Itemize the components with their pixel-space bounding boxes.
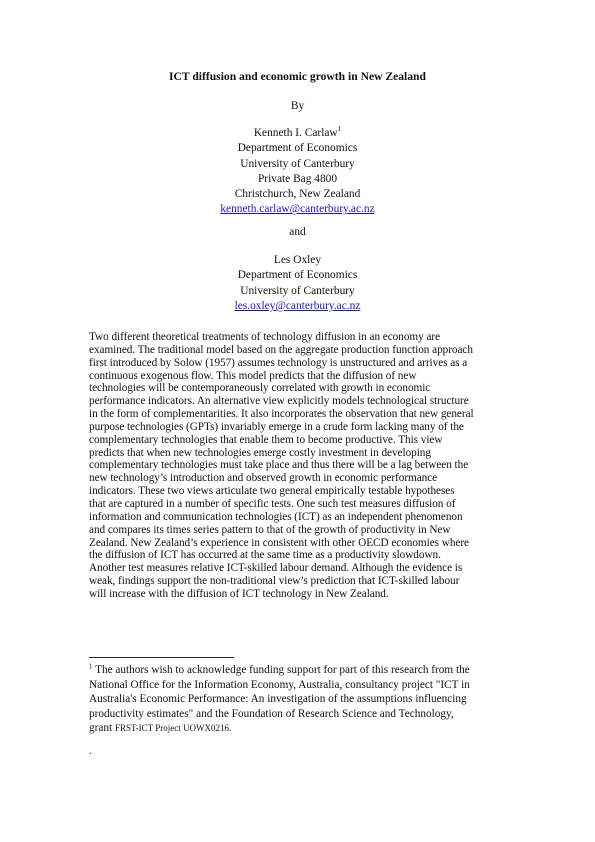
abstract-line: predicts that when new technologies emerge costly investment in developing — [89, 446, 431, 459]
abstract-line: information and communication technologies (ICT) as an independent phenomenon — [89, 510, 463, 523]
footnote-line: $^1$ The authors wish to acknowledge funding support for part of this research from the — [89, 662, 470, 676]
author-name-line — [0, 126, 595, 141]
abstract-line: Another test measures relative ICT-skilled labour demand. Although the evidence is — [89, 562, 463, 575]
author-email-link[interactable]: les.oxley@canterbury.ac.nz — [234, 299, 361, 312]
abstract-line: the diffusion of ICT has occurred at the same time as a productivity slowdown. — [89, 549, 441, 562]
author-name: Les Oxley — [273, 254, 322, 266]
footnote-line: National Office for the Information Economy, Australia, consultancy project "ICT in — [89, 678, 470, 691]
author-address-line: Private Bag 4800 — [257, 172, 338, 185]
abstract-line: that are captured in a number of specific tests. One such test measures diffusion of — [89, 497, 456, 510]
trailing-dot: . — [89, 746, 92, 757]
and-separator: and — [289, 226, 306, 238]
footnote — [89, 663, 509, 736]
author-block-oxley — [0, 253, 595, 314]
author-name: Kenneth I. Carlaw — [253, 127, 338, 139]
footnote-line: Australia's Economic Performance: An investigation of the assumptions influencing — [89, 693, 467, 706]
footnote-divider — [89, 657, 234, 658]
abstract-line: purpose technologies (GPTs) invariably emerge in a crude form lacking many of the — [89, 420, 464, 433]
author-city: Christchurch, New Zealand — [234, 188, 361, 201]
abstract-paragraph — [89, 331, 507, 601]
abstract-line: weak, findings support the non-traditional view’s prediction that ICT-skilled labour — [89, 575, 460, 588]
author-block-carlaw — [0, 126, 595, 218]
abstract-line: indicators. These two views articulate two general empirically testable hypotheses — [89, 485, 455, 498]
abstract-line: complementary technologies must take place and thus there will be a lag between the — [89, 459, 469, 472]
footnote-line: grant FRST-ICT Project UOWX0216. — [89, 722, 232, 735]
author-university: University of Canterbury — [240, 284, 355, 297]
author-department: Department of Economics — [237, 269, 358, 282]
author-university: University of Canterbury — [240, 157, 355, 170]
abstract-line: Zealand. New Zealand’s experience in consistent with other OECD economies where — [89, 536, 469, 549]
author-department: Department of Economics — [237, 142, 358, 155]
abstract-line: new technology’s introduction and observed growth in economic performance — [89, 472, 438, 485]
abstract-line: complementary technologies that enable them to become productive. This view — [89, 433, 443, 446]
author-email-link[interactable]: kenneth.carlaw@canterbury.ac.nz — [220, 203, 375, 216]
abstract-line: and compares its times series pattern to that of the growth of productivity in New — [89, 523, 451, 536]
abstract-line: Two different theoretical treatments of technology diffusion in an economy are — [89, 331, 441, 343]
footnote-marker[interactable]: 1 — [337, 125, 342, 134]
by-line: By — [290, 100, 305, 112]
abstract-line: will increase with the diffusion of ICT technology in New Zealand. — [89, 587, 389, 600]
abstract-line: performance indicators. An alternative view explicitly models technological structure — [89, 395, 469, 408]
abstract-line: first introduced by Solow (1957) assumes technology is unstructured and arrives as a — [89, 356, 468, 369]
abstract-line: examined. The traditional model based on the aggregate production function approach — [89, 343, 473, 356]
footnote-line: productivity estimates" and the Foundation of Research Science and Technology, — [89, 707, 454, 720]
abstract-line: in the form of complementarities. It also incorporates the observation that new general — [89, 408, 474, 421]
abstract-line: continuous exogenous flow. This model predicts that the diffusion of new — [89, 369, 417, 382]
abstract-line: technologies will be contemporaneously correlated with growth in economic — [89, 382, 431, 395]
paper-title: ICT diffusion and economic growth in New Zealand — [169, 70, 426, 83]
footnote-number: 1 — [89, 662, 93, 671]
